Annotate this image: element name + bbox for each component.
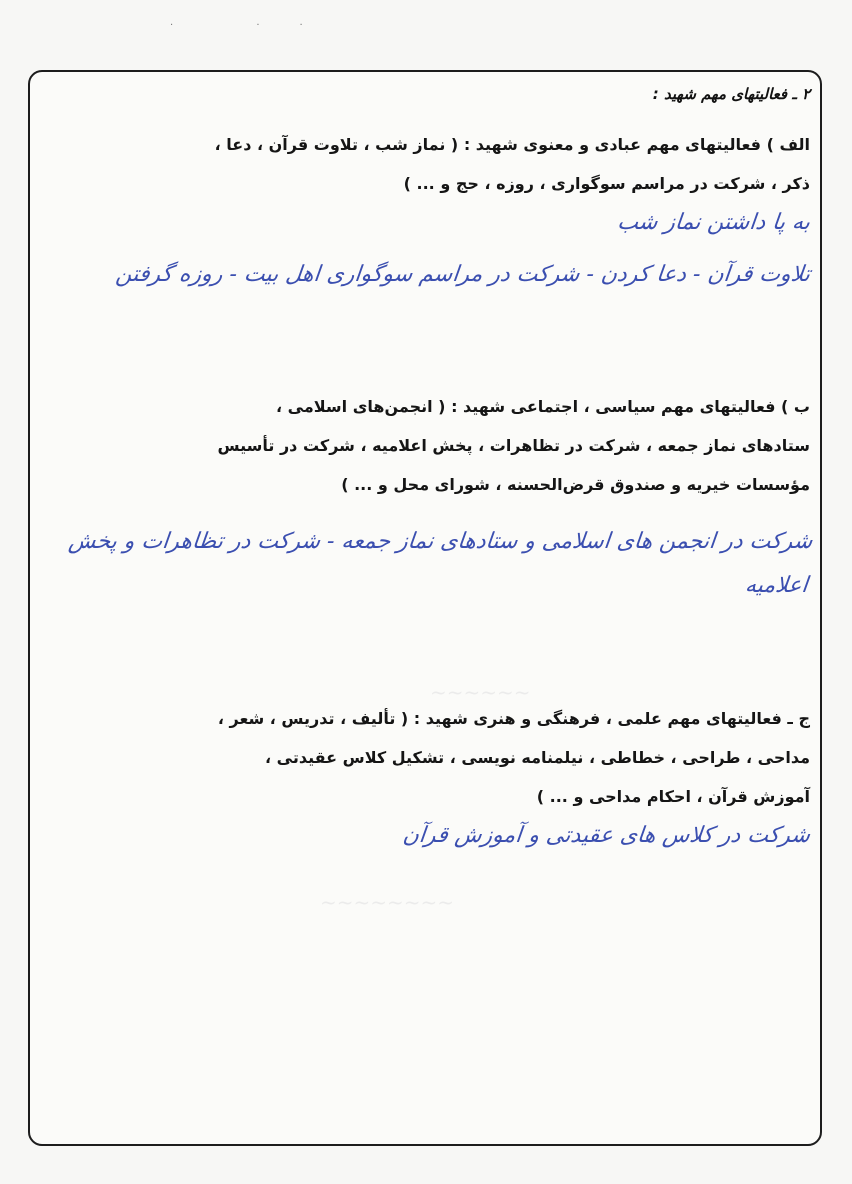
bleed-through-mark: ~~~~~~~~ — [320, 890, 455, 914]
section-a-line-2: ذکر ، شرکت در مراسم سوگواری ، روزه ، حج و ... ) — [403, 174, 810, 193]
bleed-through-mark: ~~~~~~ — [430, 680, 531, 704]
section-c-line-1: ج ـ فعالیتهای مهم علمی ، فرهنگی و هنری شهید : ( تألیف ، تدریس ، شعر ، — [217, 709, 810, 728]
section-c — [50, 699, 810, 858]
section-b-line-3: مؤسسات خیریه و صندوق قرض‌الحسنه ، شورای محل و ... ) — [341, 475, 810, 494]
section-a-line-1: الف ) فعالیتهای مهم عبادی و معنوی شهید : ( نماز شب ، تلاوت قرآن ، دعا ، — [214, 135, 810, 154]
section-c-line-2: مداحی ، طراحی ، خطاطی ، نیلمنامه نویسی ، تشکیل کلاس عقیدتی ، — [264, 748, 810, 767]
document-body — [50, 85, 814, 848]
section-c-handwritten-1: شرکت در کلاس های عقیدتی و آموزش قرآن — [401, 823, 812, 848]
section-b-handwritten-1: شرکت در انجمن های اسلامی و ستادهای نماز جمعه - شرکت در تظاهرات و پخش اعلامیه — [67, 529, 814, 598]
section-b-line-1: ب ) فعالیتهای مهم سیاسی ، اجتماعی شهید : ( انجمن‌های اسلامی ، — [276, 397, 810, 416]
section-b-line-2: ستادهای نماز جمعه ، شرکت در تظاهرات ، پخش اعلامیه ، شرکت در تأسیس — [217, 436, 810, 455]
page-heading: ۲ ـ فعالیتهای مهم شهید : — [652, 85, 810, 103]
section-a — [50, 125, 810, 297]
paper-specks: · ·· — [170, 20, 343, 31]
section-b — [50, 387, 814, 608]
section-a-handwritten-1: به پا داشتن نماز شب — [616, 210, 812, 235]
section-c-line-3: آموزش قرآن ، احکام مداحی و ... ) — [536, 787, 810, 806]
section-a-handwritten-2: تلاوت قرآن - دعا کردن - شرکت در مراسم سوگواری اهل بیت - روزه گرفتن — [114, 262, 812, 287]
